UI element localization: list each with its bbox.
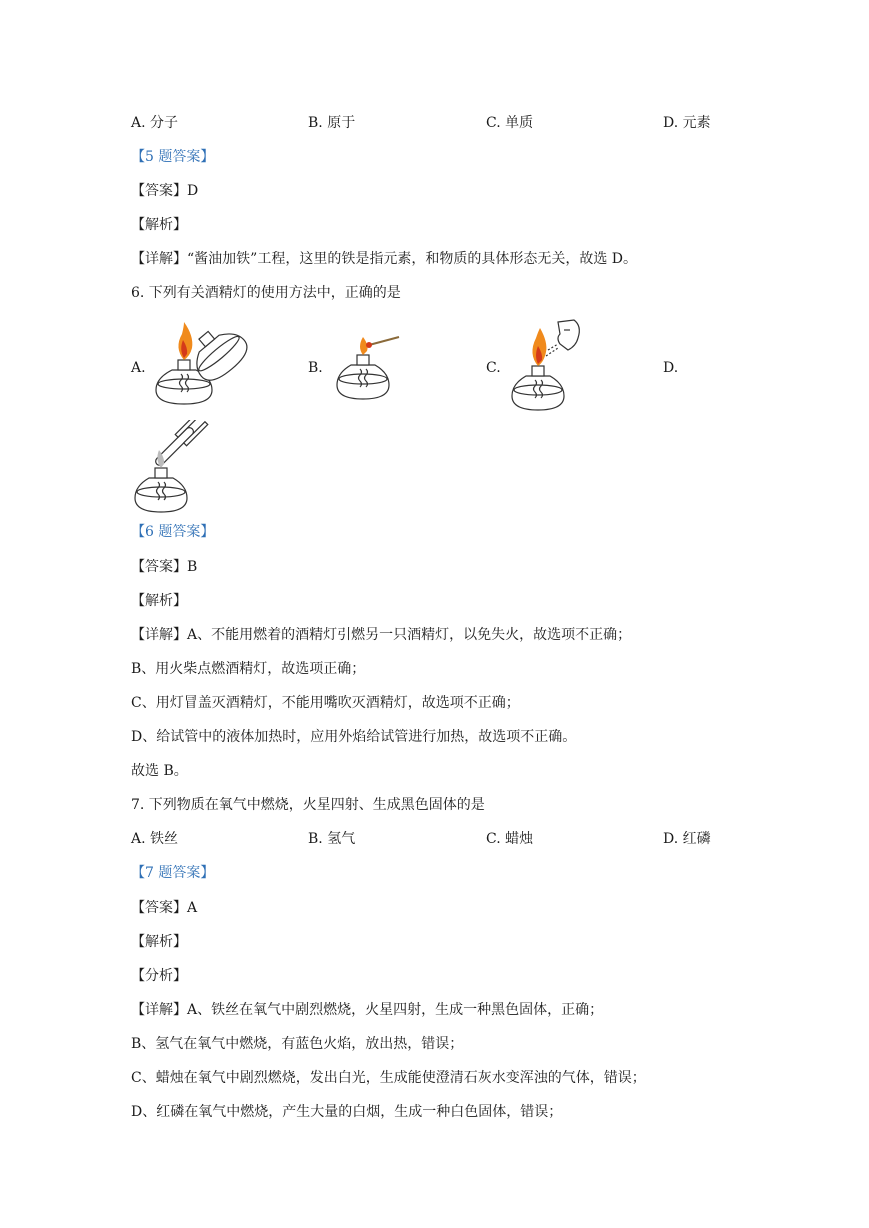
q7-analysis-sub: 【分析】 [131, 968, 187, 984]
alcohol-lamp-d-image [131, 420, 221, 518]
q6-option-b-label: B. [308, 360, 323, 376]
q5-analysis-heading: 【解析】 [131, 217, 187, 233]
q7-option-c: C. 蜡烛 [486, 831, 534, 847]
q6-option-a-label: A. [131, 360, 146, 376]
q7-detail-line: D、红磷在氧气中燃烧，产生大量的白烟，生成一种白色固体，错误； [131, 1104, 563, 1120]
q6-detail-line: B、用火柴点燃酒精灯，故选项正确； [131, 661, 366, 677]
q5-option-a: A. 分子 [131, 115, 179, 131]
q6-analysis-heading: 【解析】 [131, 593, 187, 609]
alcohol-lamp-c-image [508, 316, 588, 416]
q7-detail-line: C、蜡烛在氧气中剧烈燃烧，发出白光，生成能使澄清石灰水变浑浊的气体，错误； [131, 1070, 646, 1086]
q7-analysis-heading: 【解析】 [131, 934, 187, 950]
q6-detail-line: D、给试管中的液体加热时，应用外焰给试管进行加热，故选项不正确。 [131, 729, 577, 745]
q6-option-c-label: C. [486, 360, 501, 376]
q5-option-d: D. 元素 [663, 115, 711, 131]
q5-detail: 【详解】“酱油加铁”工程，这里的铁是指元素，和物质的具体形态无关，故选 D。 [131, 251, 637, 267]
q7-option-b: B. 氢气 [308, 831, 356, 847]
q7-stem: 7. 下列物质在氧气中燃烧，火星四射、生成黑色固体的是 [131, 797, 485, 813]
q5-answer-heading: 【5 题答案】 [131, 149, 215, 165]
q7-option-d: D. 红磷 [663, 831, 711, 847]
q6-detail-line: C、用灯冒盖灭酒精灯，不能用嘴吹灭酒精灯，故选项不正确； [131, 695, 520, 711]
q6-answer: 【答案】B [131, 559, 198, 575]
alcohol-lamp-b-image [333, 333, 403, 405]
q5-option-b: B. 原于 [308, 115, 356, 131]
q6-conclusion: 故选 B。 [131, 763, 188, 779]
q6-answer-heading: 【6 题答案】 [131, 524, 215, 540]
q6-detail-line: 【详解】A、不能用燃着的酒精灯引燃另一只酒精灯，以免失火，故选项不正确； [131, 627, 632, 643]
q7-option-a: A. 铁丝 [131, 831, 179, 847]
alcohol-lamp-a-image [150, 318, 250, 410]
q7-answer: 【答案】A [131, 900, 198, 916]
q6-stem: 6. 下列有关酒精灯的使用方法中，正确的是 [131, 285, 401, 301]
q5-answer: 【答案】D [131, 183, 199, 199]
q7-detail-line: B、氢气在氧气中燃烧，有蓝色火焰，放出热，错误； [131, 1036, 464, 1052]
q7-detail-line: 【详解】A、铁丝在氧气中剧烈燃烧，火星四射，生成一种黑色固体，正确； [131, 1002, 604, 1018]
q7-answer-heading: 【7 题答案】 [131, 865, 215, 881]
q6-option-d-label: D. [663, 360, 679, 376]
q5-option-c: C. 单质 [486, 115, 534, 131]
